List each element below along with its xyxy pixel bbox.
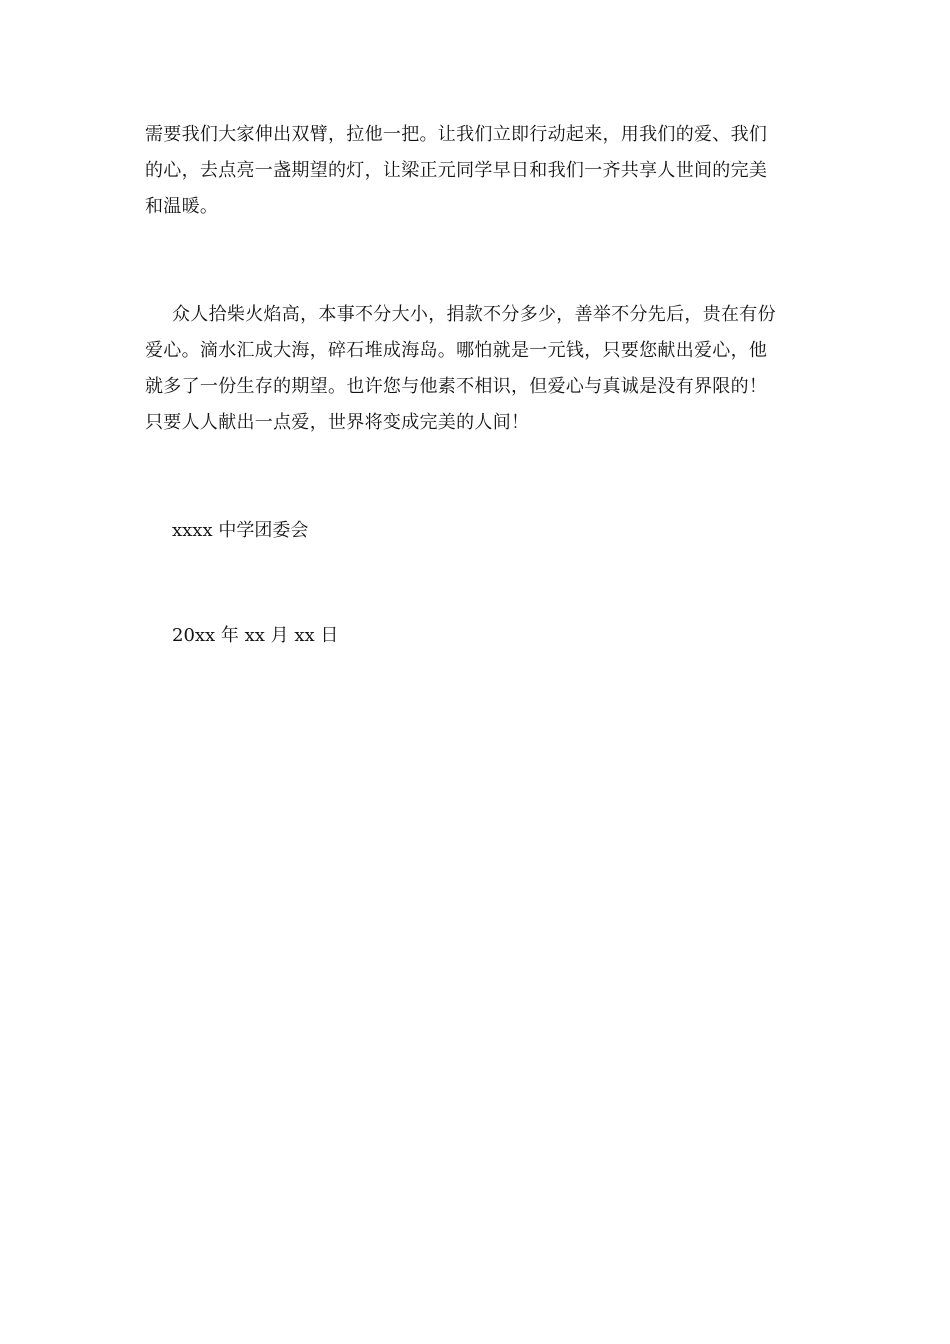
paragraph-line: 需要我们大家伸出双臂，拉他一把。让我们立即行动起来，用我们的爱、我们 <box>145 124 768 145</box>
paragraph-line: 只要人人献出一点爱，世界将变成完美的人间！ <box>145 412 530 433</box>
paragraph-line: 就多了一份生存的期望。也许您与他素不相识，但爱心与真诚是没有界限的！ <box>145 376 768 397</box>
paragraph-line: 的心，去点亮一盏期望的灯，让梁正元同学早日和我们一齐共享人世间的完美 <box>145 160 768 181</box>
paragraph-line: 爱心。滴水汇成大海，碎石堆成海岛。哪怕就是一元钱，只要您献出爱心，他 <box>145 340 768 361</box>
signature-organization: xxxx 中学团委会 <box>172 520 309 541</box>
appeal-paragraph-1 <box>145 117 810 225</box>
signature-date: 20xx 年 xx 月 xx 日 <box>172 625 339 646</box>
paragraph-line: 众人拾柴火焰高，本事不分大小，捐款不分多少，善举不分先后，贵在有份 <box>172 304 776 325</box>
appeal-paragraph-2 <box>145 297 810 441</box>
paragraph-line: 和温暖。 <box>145 196 219 217</box>
